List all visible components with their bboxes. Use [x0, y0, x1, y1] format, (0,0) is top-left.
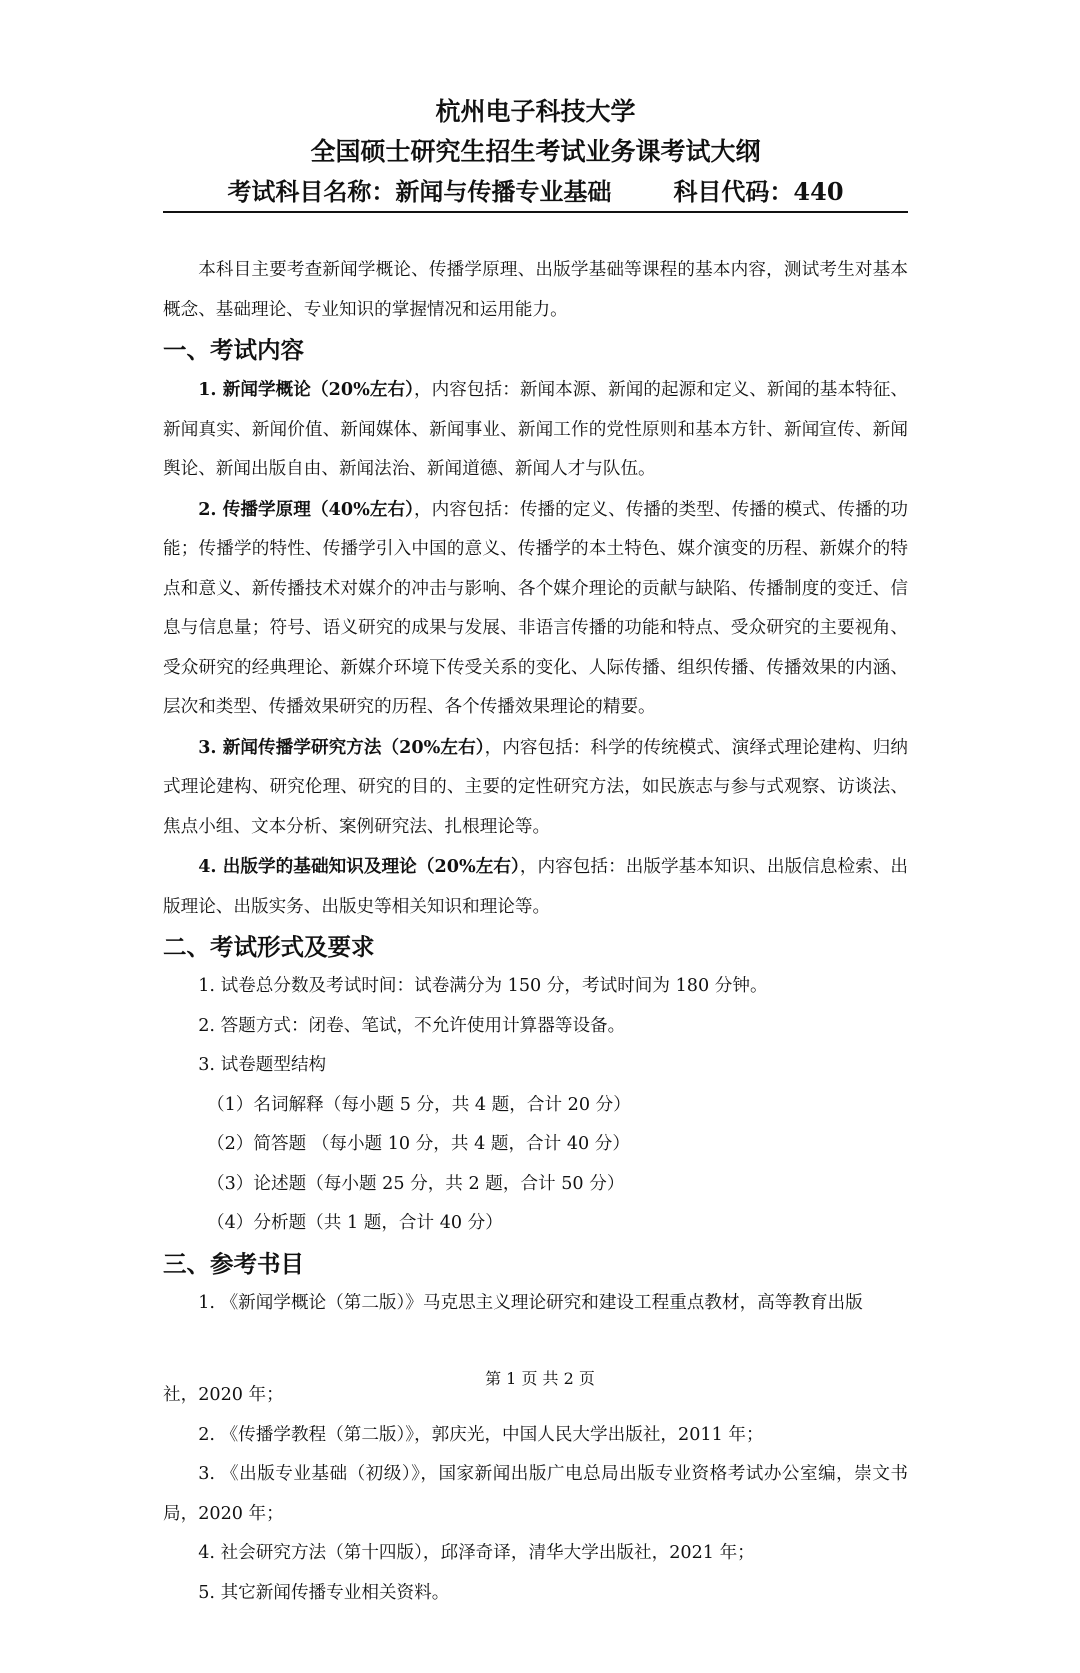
university-title: 杭州电子科技大学	[435, 97, 636, 126]
content-item-lead: 1. 新闻学概论（20%左右）	[198, 379, 414, 400]
reference-item: 5. 其它新闻传播专业相关资料。	[198, 1582, 450, 1603]
subject-line	[163, 175, 908, 213]
reference-item: 3. 《出版专业基础（初级）》，国家新闻出版广电总局出版专业资格考试办公室编，崇文书局，2020 年；	[163, 1464, 908, 1524]
content-item	[163, 728, 908, 848]
section-heading-format: 二、考试形式及要求	[163, 933, 375, 961]
document-body	[163, 95, 908, 1323]
reference-item: 2. 《传播学教程（第二版）》，郭庆光，中国人民大学出版社，2011 年；	[198, 1424, 764, 1445]
content-item-lead: 4. 出版学的基础知识及理论（20%左右）	[198, 856, 520, 877]
content-item-text: ，内容包括：新闻本源、新闻的起源和定义、新闻的基本特征、新闻真实、新闻价值、新闻媒体、新闻事业、新闻工作的党性原则和基本方针、新闻宣传、新闻舆论、新闻出版自由、新闻法治、新闻道德、新闻人才与队伍。	[163, 380, 908, 479]
content-item-text: ，内容包括：出版学基本知识、出版信息检索、出版理论、出版实务、出版史等相关知识和理论等。	[163, 857, 908, 917]
question-type: （2）简答题 （每小题 10 分，共 4 题，合计 40 分）	[207, 1134, 630, 1154]
content-item	[163, 490, 908, 728]
format-item: 1. 试卷总分数及考试时间：试卷满分为 150 分，考试时间为 180 分钟。	[198, 976, 768, 996]
reference-item-continued: 社，2020 年；	[163, 1385, 284, 1405]
reference-item: 1. 《新闻学概论（第二版）》马克思主义理论研究和建设工程重点教材，高等教育出版	[198, 1292, 863, 1313]
content-item-text: ，内容包括：传播的定义、传播的类型、传播的模式、传播的功能；传播学的特性、传播学引入中国的意义、传播学的本土特色、媒介演变的历程、新媒介的特点和意义、新传播技术对媒介的冲击与影响、各个媒介理论的贡献与缺陷、传播制度的变迁、信息与信息量；符号、语义研究的成果与发展、非语言传播的功能和特点、受众研究的主要视角、受众研究的经典理论、新媒介环境下传受关系的变化、人际传播、组织传播、传播效果的内涵、层次和类型、传播效果研究的历程、各个传播效果理论的精要。	[163, 499, 908, 717]
exam-title: 全国硕士研究生招生考试业务课考试大纲	[310, 137, 761, 166]
intro-paragraph: 本科目主要考查新闻学概论、传播学原理、出版学基础等课程的基本内容，测试考生对基本概念、基础理论、专业知识的掌握情况和运用能力。	[163, 260, 908, 320]
subject-code: 科目代码：440	[673, 177, 844, 206]
subject-name: 考试科目名称：新闻与传播专业基础	[227, 177, 612, 206]
content-item	[163, 847, 908, 927]
content-item	[163, 370, 908, 490]
references-continued	[163, 1376, 908, 1613]
content-item-lead: 2. 传播学原理（40%左右）	[198, 498, 414, 520]
page-number: 第 1 页 共 2 页	[485, 1369, 595, 1388]
section-heading-content: 一、考试内容	[163, 336, 304, 364]
question-type: （1）名词解释（每小题 5 分，共 4 题，合计 20 分）	[207, 1094, 631, 1115]
content-item-text: ，内容包括：科学的传统模式、演绎式理论建构、归纳式理论建构、研究伦理、研究的目的、主要的定性研究方法，如民族志与参与式观察、访谈法、焦点小组、文本分析、案例研究法、扎根理论等。	[163, 737, 908, 837]
section-heading-references: 三、参考书目	[163, 1249, 304, 1278]
question-type: （4）分析题（共 1 题，合计 40 分）	[207, 1213, 503, 1233]
reference-item: 4. 社会研究方法（第十四版），邱泽奇译，清华大学出版社，2021 年；	[198, 1543, 755, 1563]
content-item-lead: 3. 新闻传播学研究方法（20%左右）	[198, 736, 485, 758]
question-type: （3）论述题（每小题 25 分，共 2 题，合计 50 分）	[207, 1173, 625, 1194]
format-item: 2. 答题方式：闭卷、笔试，不允许使用计算器等设备。	[198, 1015, 626, 1036]
format-item: 3. 试卷题型结构	[198, 1055, 327, 1075]
